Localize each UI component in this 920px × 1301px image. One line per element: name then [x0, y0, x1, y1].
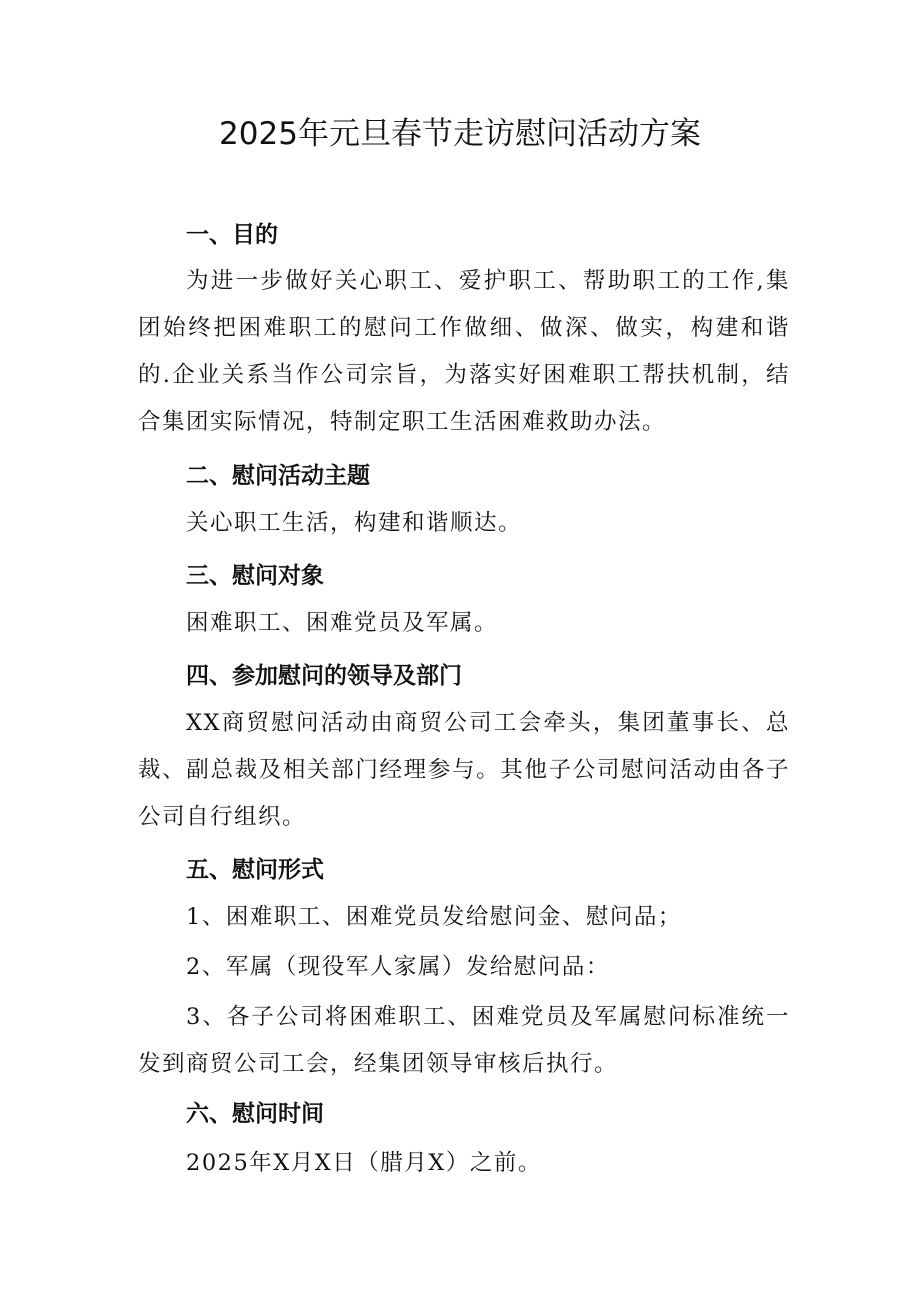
section-paragraph-theme: 关心职工生活，构建和谐顺达。 — [186, 510, 523, 536]
section-heading-purpose: 一、目的 — [186, 222, 278, 248]
section-heading-participants: 四、参加慰问的领导及部门 — [186, 663, 462, 689]
section-heading-theme: 二、慰问活动主题 — [186, 463, 370, 489]
section-paragraph-forms-1: 1、困难职工、困难党员发给慰问金、慰问品； — [186, 904, 682, 930]
section-heading-time: 六、慰问时间 — [186, 1101, 324, 1127]
section-heading-targets: 三、慰问对象 — [186, 563, 324, 589]
section-heading-forms: 五、慰问形式 — [186, 857, 324, 883]
section-paragraph-forms-2: 2、军属（现役军人家属）发给慰问品： — [186, 954, 610, 980]
section-paragraph-participants: XX商贸慰问活动由商贸公司工会牵头，集团董事长、总裁、副总裁及相关部门经理参与。其他子公司慰问活动由各子公司自行组织。 — [138, 710, 790, 830]
document-title: 2025年元旦春节走访慰问活动方案 — [219, 116, 701, 152]
section-paragraph-time: 2025年X月X日（腊月X）之前。 — [186, 1150, 542, 1176]
section-paragraph-purpose: 为进一步做好关心职工、爱护职工、帮助职工的工作,集团始终把困难职工的慰问工作做细、做深、做实，构建和谐的.企业关系当作公司宗旨，为落实好困难职工帮扶机制，结合集团实际情况，特制定职工生活困难救助办法。 — [138, 268, 790, 435]
section-paragraph-targets: 困难职工、困难党员及军属。 — [186, 610, 499, 636]
section-paragraph-forms-3: 3、各子公司将困难职工、困难党员及军属慰问标准统一发到商贸公司工会，经集团领导审核后执行。 — [138, 1004, 790, 1077]
